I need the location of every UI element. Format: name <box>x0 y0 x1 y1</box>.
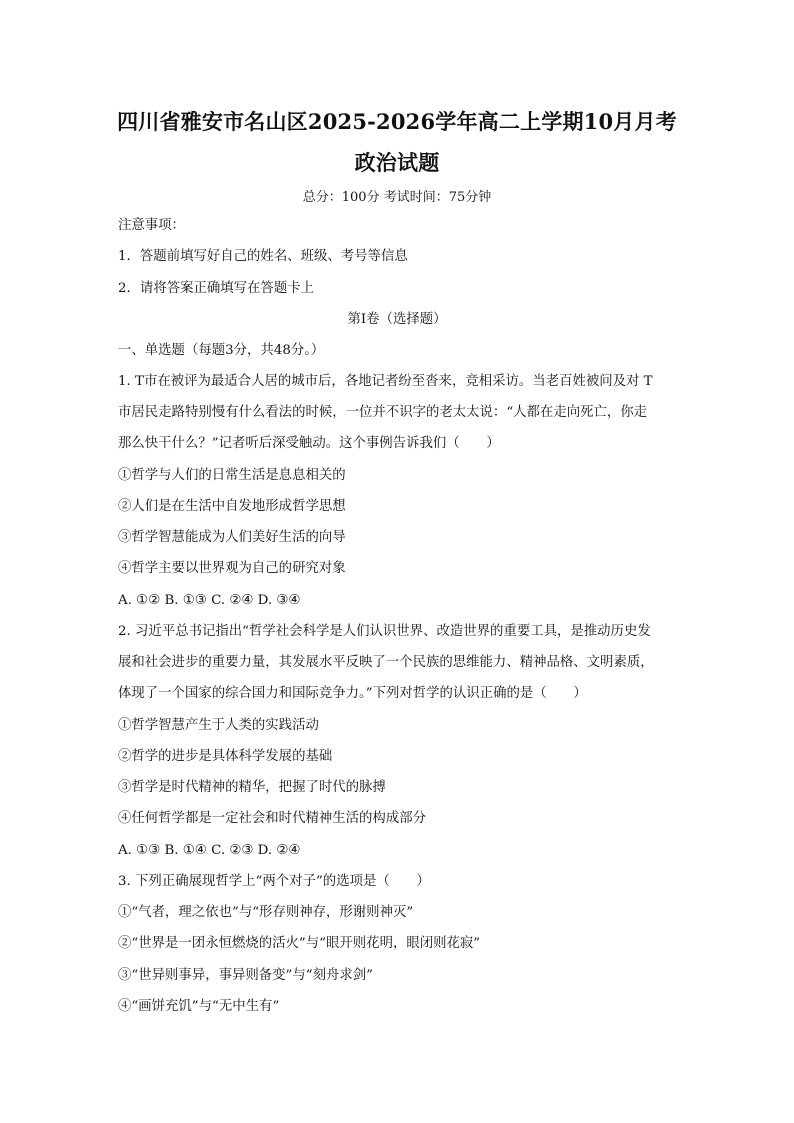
exam-title: 四川省雅安市名山区2025-2026学年高二上学期10月月考 <box>117 109 677 134</box>
part-title: 一、单选题（每题3分，共48分。） <box>118 343 325 358</box>
question-3-stem-line: 3. 下列正确展现哲学上“两个对子”的选项是（ ） <box>118 874 430 889</box>
question-1-option: ②人们是在生活中自发地形成哲学思想 <box>118 499 346 514</box>
question-2-option: ①哲学智慧产生于人类的实践活动 <box>118 718 319 733</box>
volume-title: 第I卷（选择题） <box>347 312 447 327</box>
question-1-answers: A. ①② B. ①③ C. ②④ D. ③④ <box>118 593 301 608</box>
exam-meta: 总分：100分 考试时间：75分钟 <box>302 190 492 205</box>
notes-item: 2．请将答案正确填写在答题卡上 <box>118 281 314 296</box>
question-1-option: ③哲学智慧能成为人们美好生活的向导 <box>118 530 346 545</box>
question-2-option: ③哲学是时代精神的精华，把握了时代的脉搏 <box>118 780 386 795</box>
question-2-stem-line: 体现了一个国家的综合国力和国际竞争力。”下列对哲学的认识正确的是（ ） <box>118 686 587 701</box>
question-1-stem-line: 那么快干什么？”记者听后深受触动。这个事例告诉我们（ ） <box>118 436 500 451</box>
question-1-option: ①哲学与人们的日常生活是息息相关的 <box>118 468 346 483</box>
question-2-stem-line: 展和社会进步的重要力量，其发展水平反映了一个民族的思维能力、精神品格、文明素质， <box>118 655 654 670</box>
exam-subject-title: 政治试题 <box>354 150 440 175</box>
question-3-option: ①“气者，理之依也”与“形存则神存，形谢则神灭” <box>118 905 414 920</box>
question-1-stem-line: 市居民走路特别慢有什么看法的时候，一位并不识字的老太太说：“人都在走向死亡，你走 <box>118 405 648 420</box>
question-2-stem-line: 2. 习近平总书记指出“哲学社会科学是人们认识世界、改造世界的重要工具，是推动历史发 <box>118 624 651 639</box>
question-1-stem-line: 1. T市在被评为最适合人居的城市后，各地记者纷至沓来，竞相采访。当老百姓被问及对 T <box>118 374 653 389</box>
question-3-option: ③“世异则事异，事异则备变”与“刻舟求剑” <box>118 968 374 983</box>
question-1-option: ④哲学主要以世界观为自己的研究对象 <box>118 561 346 576</box>
question-2-option: ②哲学的进步是具体科学发展的基础 <box>118 749 333 764</box>
notes-item: 1．答题前填写好自己的姓名、班级、考号等信息 <box>118 249 408 264</box>
question-2-option: ④任何哲学都是一定社会和时代精神生活的构成部分 <box>118 811 426 826</box>
question-2-answers: A. ①③ B. ①④ C. ②③ D. ②④ <box>118 843 301 858</box>
question-3-option: ②“世界是一团永恒燃烧的活火”与“眼开则花明，眼闭则花寂” <box>118 936 481 951</box>
notes-heading: 注意事项： <box>118 218 185 233</box>
question-3-option: ④“画饼充饥”与“无中生有” <box>118 999 280 1014</box>
